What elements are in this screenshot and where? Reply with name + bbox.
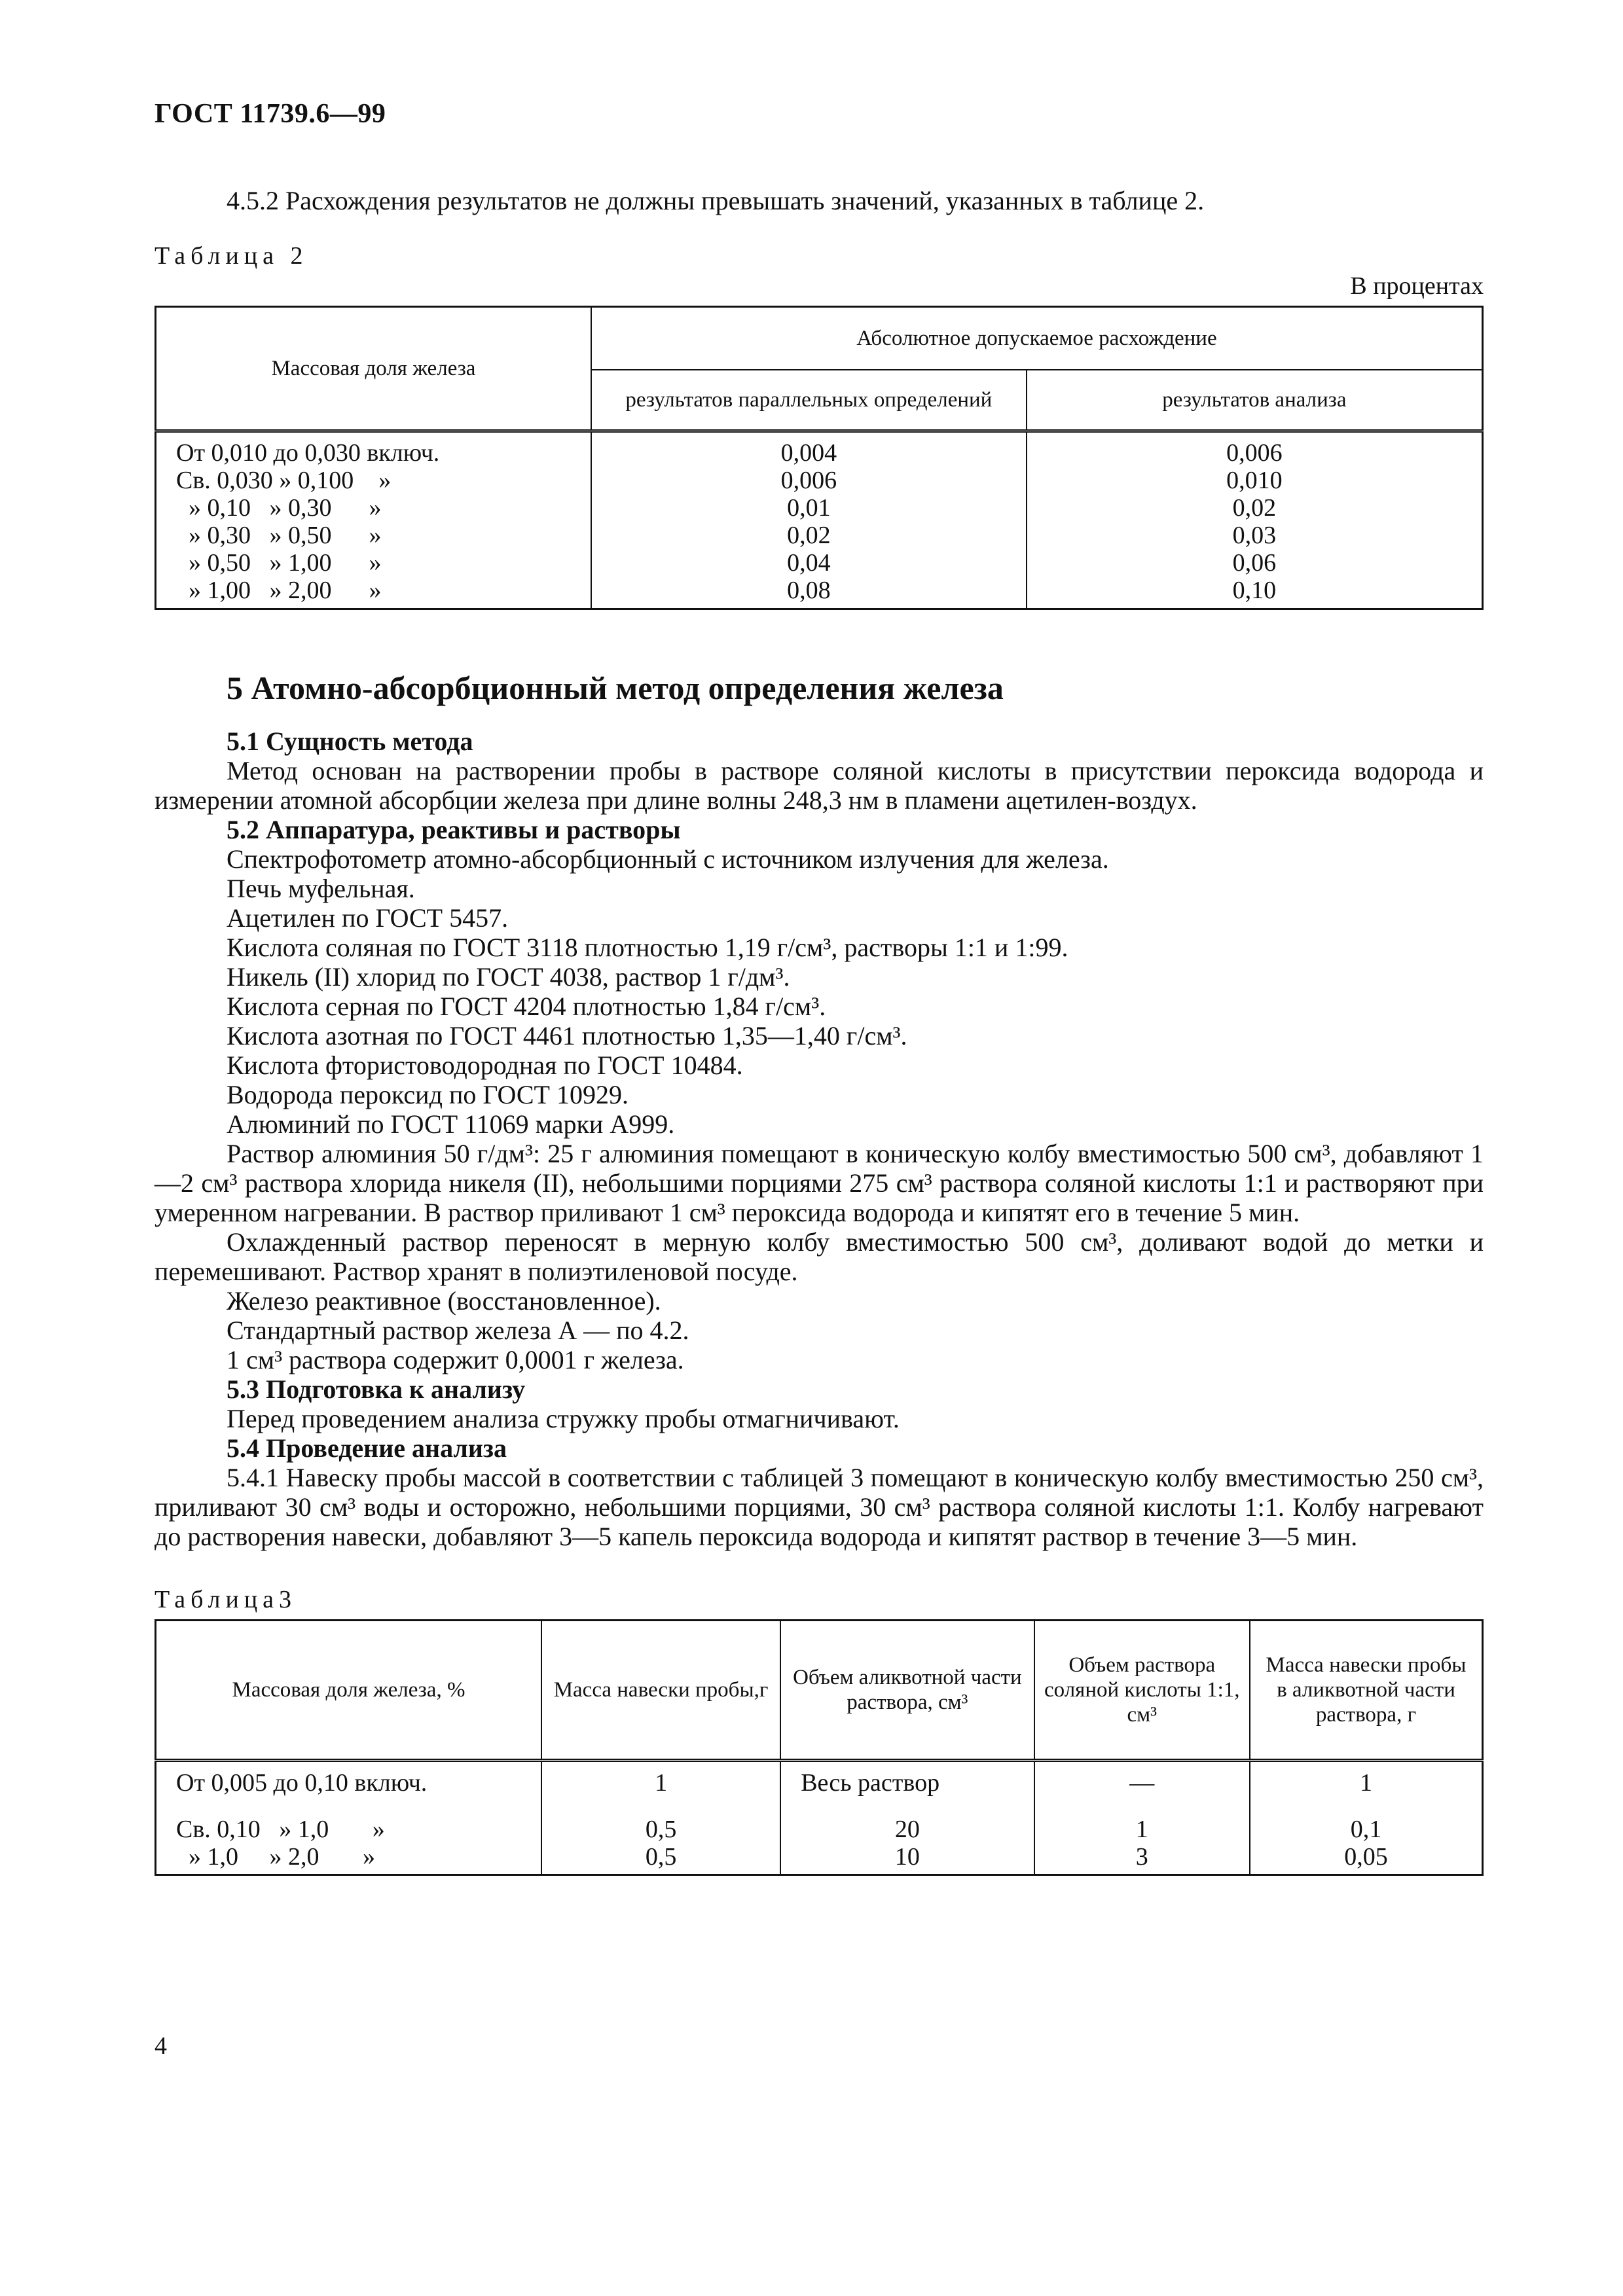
table-row (156, 1843, 1483, 1875)
reagent-item: Кислота соляная по ГОСТ 3118 плотностью 1,19 г/см³, растворы 1:1 и 1:99. (227, 933, 1068, 962)
section-5-3-title: 5.3 Подготовка к анализу (227, 1374, 526, 1404)
t2-col-group: Абсолютное допускаемое расхождение (591, 307, 1483, 370)
document-page (155, 98, 1484, 1876)
t3-col-hcl: Объем раствора соляной кислоты 1:1, см³ (1034, 1621, 1250, 1761)
reagent-item: Железо реактивное (восстановленное). (227, 1286, 661, 1316)
reagent-item: 1 см³ раствора содержит 0,0001 г железа. (227, 1345, 684, 1374)
section-5-1-text: Метод основан на растворении пробы в растворе соляной кислоты в присутствии пероксида водорода и измерении атомной абсорбции железа при длине волны 248,3 нм в пламени ацетилен-воздух. (155, 756, 1484, 815)
t3-col-sample: Масса навески пробы,г (541, 1621, 780, 1761)
t3-col-mass: Массовая доля железа, % (156, 1621, 541, 1761)
t2-analysis: 0,006 (1027, 431, 1483, 467)
table-row (156, 522, 1483, 549)
t2-parallel: 0,004 (591, 431, 1027, 467)
reagent-item: Печь муфельная. (227, 874, 415, 903)
t2-col-analysis: результатов анализа (1027, 370, 1483, 431)
t3-col-aliquot: Объем аликвотной части раствора, см³ (780, 1621, 1034, 1761)
t3-aliquot: Весь раствор (780, 1761, 1034, 1816)
t2-analysis: 0,06 (1027, 549, 1483, 577)
reagent-item: Кислота серная по ГОСТ 4204 плотностью 1,84 г/см³. (227, 992, 826, 1021)
t2-mass: » 0,30 » 0,50 » (176, 522, 382, 549)
reagent-item: Никель (II) хлорид по ГОСТ 4038, раствор 1 г/дм³. (227, 962, 790, 992)
t3-col-sample-aliquot: Масса навески пробы в аликвотной части раствора, г (1250, 1621, 1483, 1761)
reagent-item: Ацетилен по ГОСТ 5457. (227, 903, 509, 933)
reagent-item: Стандартный раствор железа А — по 4.2. (227, 1316, 689, 1345)
table3-caption: Таблица3 (155, 1586, 297, 1613)
t3-sample: 0,5 (541, 1816, 780, 1843)
t2-analysis: 0,03 (1027, 522, 1483, 549)
t2-col-parallel: результатов параллельных определений (591, 370, 1027, 431)
t3-sample-aliquot: 0,05 (1250, 1843, 1483, 1875)
table3 (155, 1619, 1484, 1876)
t3-sample: 1 (541, 1761, 780, 1816)
t2-analysis: 0,010 (1027, 467, 1483, 494)
clause-4-5-2: 4.5.2 Расхождения результатов не должны превышать значений, указанных в таблице 2. (227, 186, 1205, 215)
table2-caption: Таблица 2 (155, 242, 308, 270)
t3-hcl: 1 (1034, 1816, 1250, 1843)
clause-5-4-1: 5.4.1 Навеску пробы массой в соответствии с таблицей 3 помещают в коническую колбу вместимостью 250 см³, приливают 30 см³ воды и осторожно, небольшими порциями, 30 см³ раствора соляной кислоты 1:1. Колбу нагревают до растворения навески, добавляют 3—5 капель пероксида водорода и кипятят раствор в течение 3—5 мин. (155, 1463, 1484, 1551)
t2-parallel: 0,04 (591, 549, 1027, 577)
t3-hcl: — (1034, 1761, 1250, 1816)
t2-mass: » 0,10 » 0,30 » (176, 494, 382, 522)
reagent-item: Водорода пероксид по ГОСТ 10929. (227, 1080, 629, 1109)
t2-mass: От 0,010 до 0,030 включ. (176, 439, 440, 467)
t3-hcl: 3 (1034, 1843, 1250, 1875)
t3-sample: 0,5 (541, 1843, 780, 1875)
t2-mass: Св. 0,030 » 0,100 » (176, 467, 392, 494)
t3-mass: Св. 0,10 » 1,0 » (156, 1816, 541, 1843)
table-row (156, 1816, 1483, 1843)
t3-sample-aliquot: 0,1 (1250, 1816, 1483, 1843)
reagent-item: Спектрофотометр атомно-абсорбционный с источником излучения для железа. (227, 844, 1109, 874)
cooled-solution-text: Охлажденный раствор переносят в мерную колбу вместимостью 500 см³, доливают водой до метки и перемешивают. Раствор хранят в полиэтиленовой посуде. (155, 1227, 1484, 1286)
t2-parallel: 0,01 (591, 494, 1027, 522)
t2-mass: » 1,00 » 2,00 » (176, 577, 382, 604)
table2 (155, 306, 1484, 610)
table-row (156, 1761, 1483, 1816)
t3-sample-aliquot: 1 (1250, 1761, 1483, 1816)
t2-analysis: 0,10 (1027, 577, 1483, 609)
reagent-item: Кислота фтористоводородная по ГОСТ 10484. (227, 1050, 743, 1080)
section-5-1-title: 5.1 Сущность метода (227, 726, 473, 756)
t2-analysis: 0,02 (1027, 494, 1483, 522)
table-row (156, 467, 1483, 494)
page-number: 4 (155, 2032, 167, 2060)
table-row (156, 494, 1483, 522)
table-row (156, 549, 1483, 577)
doc-code-header: ГОСТ 11739.6—99 (155, 99, 386, 129)
t2-parallel: 0,08 (591, 577, 1027, 609)
reagent-item: Кислота азотная по ГОСТ 4461 плотностью 1,35—1,40 г/см³. (227, 1021, 907, 1050)
t2-mass: » 0,50 » 1,00 » (176, 549, 382, 577)
section-5-2-title: 5.2 Аппаратура, реактивы и растворы (227, 815, 681, 844)
section-5-4-title: 5.4 Проведение анализа (227, 1433, 507, 1463)
table-row (156, 431, 1483, 467)
t2-parallel: 0,02 (591, 522, 1027, 549)
aluminium-solution-text: Раствор алюминия 50 г/дм³: 25 г алюминия помещают в коническую колбу вместимостью 500 см³, добавляют 1—2 см³ раствора хлорида никеля (II), небольшими порциями 275 см³ раствора соляной кислоты 1:1 и растворяют при умеренном нагревании. В раствор приливают 1 см³ пероксида водорода и кипятят его в течение 5 мин. (155, 1139, 1484, 1227)
section-5-title: 5 Атомно-абсорбционный метод определения железа (227, 670, 1004, 706)
section-5-3-text: Перед проведением анализа стружку пробы отмагничивают. (227, 1404, 900, 1433)
table-row (156, 577, 1483, 609)
t2-col-mass: Массовая доля железа (156, 307, 591, 431)
t3-aliquot: 10 (780, 1843, 1034, 1875)
t3-mass: От 0,005 до 0,10 включ. (156, 1761, 541, 1816)
t2-parallel: 0,006 (591, 467, 1027, 494)
reagent-item: Алюминий по ГОСТ 11069 марки А999. (227, 1109, 675, 1139)
t3-mass: » 1,0 » 2,0 » (156, 1843, 541, 1875)
t3-aliquot: 20 (780, 1816, 1034, 1843)
table2-units: В процентах (1350, 272, 1484, 300)
